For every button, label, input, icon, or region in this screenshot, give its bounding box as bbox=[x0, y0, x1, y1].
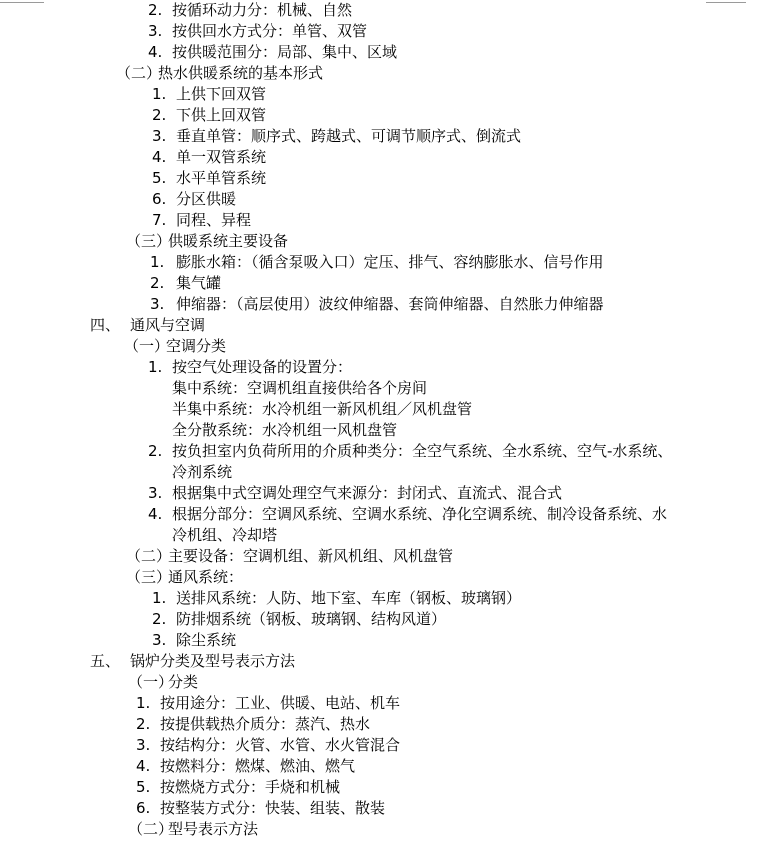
line-text: 除尘系统 bbox=[176, 631, 237, 649]
doc-line bbox=[0, 378, 780, 398]
line-text: 按整装方式分：快装、组装、散装 bbox=[160, 799, 386, 817]
line-text: 根据分部分：空调风系统、空调水系统、净化空调系统、制冷设备系统、水 bbox=[172, 505, 668, 523]
doc-line bbox=[0, 735, 780, 755]
doc-line bbox=[0, 420, 780, 440]
line-text: 单一双管系统 bbox=[176, 148, 267, 166]
line-text: 按供暖范围分：局部、集中、区域 bbox=[172, 43, 398, 61]
line-number: 2. bbox=[148, 442, 163, 460]
line-number: （三） bbox=[126, 568, 172, 586]
line-text: 伸缩器：（高层使用）波纹伸缩器、套筒伸缩器、自然胀力伸缩器 bbox=[176, 295, 604, 313]
line-number: 6. bbox=[152, 190, 167, 208]
doc-line bbox=[0, 147, 780, 167]
line-text: 水平单管系统 bbox=[176, 169, 267, 187]
line-number: 2. bbox=[148, 1, 163, 19]
line-text: 集气罐 bbox=[176, 274, 222, 292]
line-text: 集中系统：空调机组直接供给各个房间 bbox=[172, 379, 428, 397]
line-text: 全分散系统：水冷机组一风机盘管 bbox=[172, 421, 398, 439]
doc-line bbox=[0, 819, 780, 839]
line-text: 冷剂系统 bbox=[172, 463, 233, 481]
line-number: 4. bbox=[152, 148, 167, 166]
doc-line bbox=[0, 294, 780, 314]
line-number: （二） bbox=[116, 64, 162, 82]
line-text: 膨胀水箱：（循含泵吸入口）定压、排气、容纳膨胀水、信号作用 bbox=[176, 253, 604, 271]
line-number: 五、 bbox=[90, 652, 121, 670]
line-number: （一） bbox=[128, 673, 174, 691]
line-text: 冷机组、冷却塔 bbox=[172, 526, 278, 544]
line-text: 按燃料分：燃煤、燃油、燃气 bbox=[160, 757, 356, 775]
line-text: 通风与空调 bbox=[130, 316, 206, 334]
line-text: 分区供暖 bbox=[176, 190, 237, 208]
doc-line bbox=[0, 714, 780, 734]
line-text: 空调分类 bbox=[166, 337, 227, 355]
doc-line bbox=[0, 756, 780, 776]
line-number: 2. bbox=[150, 274, 165, 292]
doc-line bbox=[0, 798, 780, 818]
doc-line bbox=[0, 462, 780, 482]
doc-line bbox=[0, 273, 780, 293]
doc-line bbox=[0, 42, 780, 62]
line-text: 防排烟系统（钢板、玻璃钢、结构风道） bbox=[176, 610, 447, 628]
line-text: 主要设备：空调机组、新风机组、风机盘管 bbox=[168, 547, 454, 565]
line-text: 热水供暖系统的基本形式 bbox=[158, 64, 324, 82]
line-number: 7. bbox=[152, 211, 167, 229]
doc-line bbox=[0, 315, 780, 335]
line-number: 1. bbox=[150, 253, 165, 271]
doc-line bbox=[0, 168, 780, 188]
doc-line bbox=[0, 588, 780, 608]
doc-line bbox=[0, 525, 780, 545]
line-number: 2. bbox=[152, 610, 167, 628]
doc-line bbox=[0, 357, 780, 377]
line-text: 型号表示方法 bbox=[168, 820, 259, 838]
line-text: 按燃烧方式分：手烧和机械 bbox=[160, 778, 341, 796]
line-number: 4. bbox=[136, 757, 151, 775]
doc-line bbox=[0, 504, 780, 524]
line-text: 按空气处理设备的设置分： bbox=[172, 358, 353, 376]
doc-line bbox=[0, 105, 780, 125]
line-text: 送排风系统：人防、地下室、车库（钢板、玻璃钢） bbox=[176, 589, 522, 607]
line-number: 1. bbox=[136, 694, 151, 712]
line-number: 6. bbox=[136, 799, 151, 817]
doc-line bbox=[0, 672, 780, 692]
line-number: （二） bbox=[128, 820, 174, 838]
line-number: 3. bbox=[148, 22, 163, 40]
doc-line bbox=[0, 84, 780, 104]
doc-line bbox=[0, 0, 780, 20]
doc-line bbox=[0, 441, 780, 461]
line-number: 3. bbox=[152, 127, 167, 145]
line-text: 按负担室内负荷所用的介质种类分：全空气系统、全水系统、空气-水系统、 bbox=[172, 442, 673, 460]
doc-line bbox=[0, 399, 780, 419]
line-text: 通风系统： bbox=[168, 568, 244, 586]
doc-line bbox=[0, 210, 780, 230]
line-number: 5. bbox=[136, 778, 151, 796]
line-text: 按供回水方式分：单管、双管 bbox=[172, 22, 368, 40]
line-number: （二） bbox=[126, 547, 172, 565]
line-text: 锅炉分类及型号表示方法 bbox=[130, 652, 296, 670]
line-number: 四、 bbox=[90, 316, 121, 334]
line-text: 分类 bbox=[168, 673, 199, 691]
line-text: 垂直单管：顺序式、跨越式、可调节顺序式、倒流式 bbox=[176, 127, 522, 145]
line-text: 下供上回双管 bbox=[176, 106, 267, 124]
line-text: 按提供载热介质分：蒸汽、热水 bbox=[160, 715, 371, 733]
line-number: 2. bbox=[152, 106, 167, 124]
doc-line bbox=[0, 567, 780, 587]
line-number: 4. bbox=[148, 43, 163, 61]
line-number: （三） bbox=[126, 232, 172, 250]
line-text: 按结构分：火管、水管、水火管混合 bbox=[160, 736, 401, 754]
line-number: 1. bbox=[152, 589, 167, 607]
doc-line bbox=[0, 777, 780, 797]
line-number: （一） bbox=[124, 337, 170, 355]
doc-line bbox=[0, 189, 780, 209]
line-number: 3. bbox=[152, 631, 167, 649]
line-text: 同程、异程 bbox=[176, 211, 252, 229]
line-number: 1. bbox=[148, 358, 163, 376]
doc-line bbox=[0, 483, 780, 503]
doc-line bbox=[0, 63, 780, 83]
line-text: 供暖系统主要设备 bbox=[168, 232, 289, 250]
doc-line bbox=[0, 546, 780, 566]
line-text: 按用途分：工业、供暖、电站、机车 bbox=[160, 694, 401, 712]
line-number: 2. bbox=[136, 715, 151, 733]
doc-line bbox=[0, 693, 780, 713]
line-number: 3. bbox=[148, 484, 163, 502]
line-text: 根据集中式空调处理空气来源分：封闭式、直流式、混合式 bbox=[172, 484, 563, 502]
line-text: 按循环动力分：机械、自然 bbox=[172, 1, 353, 19]
line-number: 1. bbox=[152, 85, 167, 103]
doc-line bbox=[0, 336, 780, 356]
doc-line bbox=[0, 609, 780, 629]
doc-line bbox=[0, 252, 780, 272]
doc-line bbox=[0, 21, 780, 41]
doc-line bbox=[0, 126, 780, 146]
line-number: 3. bbox=[150, 295, 165, 313]
doc-line bbox=[0, 630, 780, 650]
doc-line bbox=[0, 231, 780, 251]
line-text: 上供下回双管 bbox=[176, 85, 267, 103]
line-number: 3. bbox=[136, 736, 151, 754]
line-number: 5. bbox=[152, 169, 167, 187]
line-number: 4. bbox=[148, 505, 163, 523]
line-text: 半集中系统：水冷机组一新风机组／风机盘管 bbox=[172, 400, 473, 418]
doc-line bbox=[0, 651, 780, 671]
